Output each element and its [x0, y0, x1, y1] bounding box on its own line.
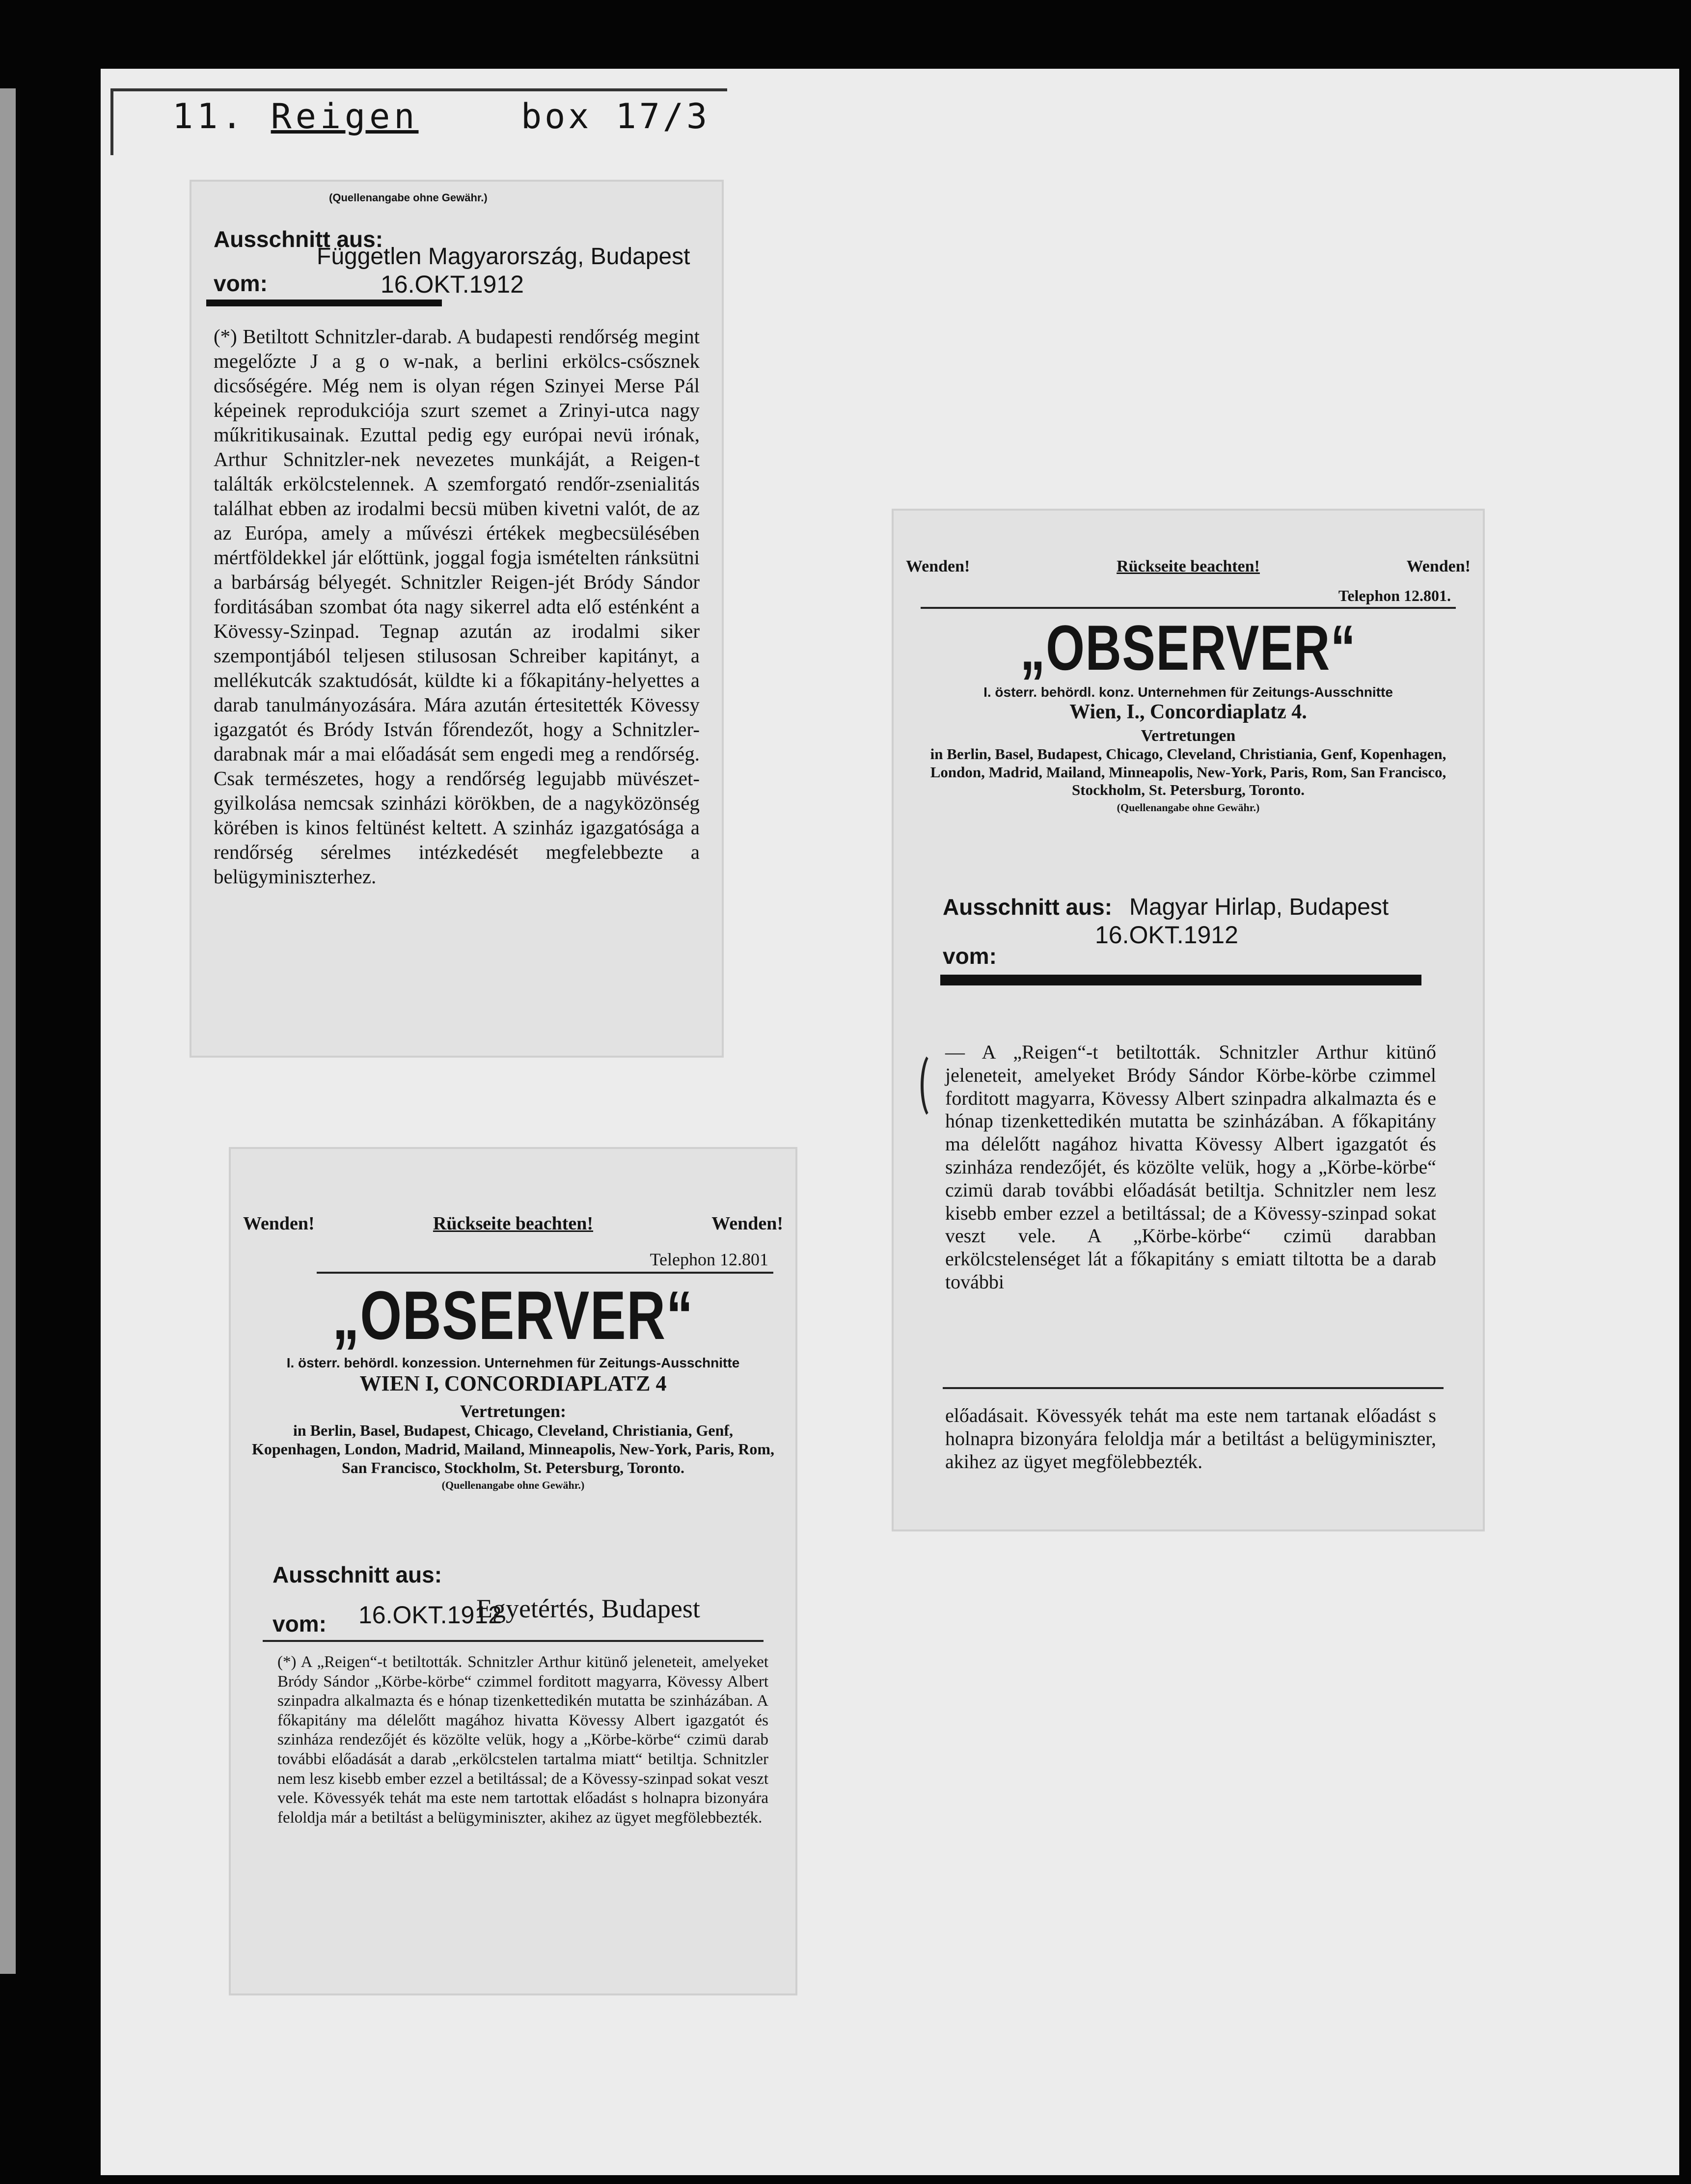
address-line: WIEN I, CONCORDIAPLATZ 4 [359, 1371, 667, 1395]
company-line: I. österr. behördl. konzession. Unternehmen für Zeitungs-Ausschnitte [286, 1355, 740, 1370]
vom-label: vom: [214, 271, 268, 296]
date-stamp: 16.OKT.1912 [1095, 921, 1238, 949]
observer-header [231, 1213, 795, 1492]
header-rule [921, 607, 1456, 609]
source-name: Független Magyarország, Budapest [317, 244, 690, 270]
article-body-part2 [945, 1404, 1436, 1473]
article-body [277, 1650, 768, 1828]
folder-name: Reigen [271, 96, 419, 136]
observer-logo: „OBSERVER“ [1020, 612, 1357, 683]
vom-label: vom: [273, 1611, 327, 1637]
pen-mark [921, 1051, 946, 1120]
company-line: I. österr. behördl. konz. Unternehmen für Zeitungs-Ausschnitte [983, 684, 1393, 700]
ruckseite-label: Rückseite beachten! [1117, 557, 1260, 575]
disclaimer: (Quellenangabe ohne Gewähr.) [1117, 801, 1260, 814]
fold-line [943, 1387, 1444, 1389]
adjacent-page-edge [0, 88, 16, 1974]
underline-bar [206, 300, 442, 306]
date-stamp: 16.OKT.1912 [358, 1601, 502, 1629]
clipping-egyetertes [231, 1149, 795, 1993]
article-body-part1 [945, 1041, 1436, 1294]
vertretungen-label: Vertretungen [1141, 727, 1236, 745]
article-text: (*) Betiltott Schnitzler-darab. A budapesti rendőrség megint megelőzte J a g o w-nak, a berlini erkölcs-csősznek dicsőségére. Még nem is olyan régen Szinyei Merse Pál képeinek reprodukciója szurt szemet a Zrinyi-utca nagy műkritikusainak. Ezuttal pedig egy európai nevü irónak, Arthur Schnitzler-nek nevezetes munkáját, a Reigen-t találták erkölcstelennek. A szemforgató rendőr-zsenialitás találhat ebben az irodalmi becsü müben kivetni valót, de az az Európa, amely a művészi értékek megbecsülésében mértföldekkel jár előttünk, joggal fogja ismételten ránksütni a barbárság bélyegét. Schnitzler Reigen-jét Bródy Sándor forditásában szombat óta nagy sikerrel adta elő esténként a Kövessy-Szinpad. Tegnap azután az irodalmi siker szempontjából teljesen stilusosan Schreiber kapitányt, a mellékutcák szaktudósát, küldte ki a főkapitány-helyettes a darab tanulmányozására. Mára azután értesitették Kövessy igazgatót és Bródy István főrendezőt, hogy a Schnitzler-darabnak már a mai előadását sem engedi meg a rendőrség. Csak természetes, hogy a rendőrség legujabb müvészet-gyilkolása nemcsak szinházi körökben, de a nagyközönség körében is kinos feltünést keltett. A szinház igazgatósága a rendőrség sérelmes intézkedését megfelebbezte a belügyminiszterhez. [214, 325, 700, 888]
ausschnitt-label: Ausschnitt aus: [943, 894, 1113, 920]
underline-bar [940, 975, 1421, 985]
ausschnitt-label: Ausschnitt aus: [214, 226, 383, 252]
vertretungen-list: in Berlin, Basel, Budapest, Chicago, Cleveland, Christiania, Genf, Kopenhagen, London, Madrid, Mailand, Minneapolis, New-York, Paris, Rom, San Francisco, Stockholm, St. Petersburg, Toronto. [930, 745, 1446, 799]
folder-number: 11. [172, 96, 246, 136]
clipping-magyar-hirlap [894, 511, 1483, 1529]
source-name: Magyar Hirlap, Budapest [1129, 894, 1389, 920]
article-text-part1: — A „Reigen“-t betiltották. Schnitzler Arthur kitünő jeleneteit, amelyeket Bródy Sándor Körbe-körbe czimmel forditott magyarra, Kövessy Albert szinpadra alkalmazta és e hónap tizenkettedikén mutatta be szinházában. A főkapitány ma délelőtt nagához hivatta Kövessy Albert igazgatót és szinháza rendezőjét, és közölte velük, hogy a „Körbe-körbe“ czimü darab további előadását betiltja. Schnitzler nem lesz kisebb ember ezzel a betiltással; de a Kövessy-szinpad sokat veszt vele. A „Körbe-körbe“ czimü darabban erkölcstelenséget lát a főkapitány s emiatt tiltotta be a darab további [945, 1041, 1436, 1293]
ausschnitt-label: Ausschnitt aus: [273, 1562, 442, 1587]
article-text: (*) A „Reigen“-t betiltották. Schnitzler Arthur kitünő jeleneteit, amelyeket Bródy Sándor „Körbe-körbe“ czimmel forditott magyarra, Kövessy Albert szinpadra alkalmazta és e hónap tizenkettedikén mutatta be szinházában. A főkapitány ma délelőtt magához hivatta Kövessy Albert igazgatót és szinháza rendezőjét és közölte velük, hogy a „Körbe-körbe“ czimü darab további előadását a darab „erkölcstelen tartalma miatt“ betiltja. Schnitzler nem lesz kisebb ember ezzel a betiltással; de a Kövessy-szinpad sokat veszt vele. Kövessyék tehát ma este nem tartottak előadást s holnapra bizonyára feloldja már a betiltást a belügyminiszter, akihez az ügyet megfölebbezték. [277, 1653, 768, 1827]
article-body [214, 324, 700, 889]
telephon: Telephon 12.801 [650, 1250, 768, 1269]
wenden-row [243, 1213, 783, 1234]
vertretungen-list: in Berlin, Basel, Budapest, Chicago, Cleveland, Christiania, Genf, Kopenhagen, London, Madrid, Mailand, Minneapolis, New-York, Paris, Rom, San Francisco, Stockholm, St. Petersburg, Toronto. [251, 1421, 775, 1476]
source-rule [263, 1640, 764, 1642]
wenden-right: Wenden! [1406, 557, 1471, 575]
wenden-row [906, 557, 1471, 576]
clipping-fuggetlen-magyarorszag [191, 182, 722, 1056]
folder-header [110, 88, 727, 155]
folder-title [172, 96, 418, 136]
observer-logo: „OBSERVER“ [332, 1277, 694, 1354]
box-label: box 17/3 [521, 96, 710, 136]
vertretungen-label: Vertretungen: [460, 1401, 566, 1421]
wenden-right: Wenden! [711, 1213, 783, 1234]
wenden-left: Wenden! [243, 1213, 315, 1234]
vom-label: vom: [943, 943, 997, 969]
observer-header [894, 557, 1483, 814]
source-name: Egyetértés, Budapest [476, 1594, 700, 1623]
header-rule [317, 1272, 773, 1274]
wenden-left: Wenden! [906, 557, 970, 575]
article-text-part2: előadásait. Kövessyék tehát ma este nem tartanak előadást s holnapra bizonyára feloldja már a betiltást a belügyminiszter, akihez az ügyet megfölebbezték. [945, 1404, 1436, 1473]
address-line: Wien, I., Concordiaplatz 4. [1069, 701, 1307, 723]
disclaimer: (Quellenangabe ohne Gewähr.) [441, 1479, 585, 1492]
disclaimer: (Quellenangabe ohne Gewähr.) [329, 191, 488, 204]
telephon: Telephon 12.801. [1338, 587, 1451, 604]
ruckseite-label: Rückseite beachten! [433, 1213, 594, 1234]
date-stamp: 16.OKT.1912 [381, 271, 524, 298]
